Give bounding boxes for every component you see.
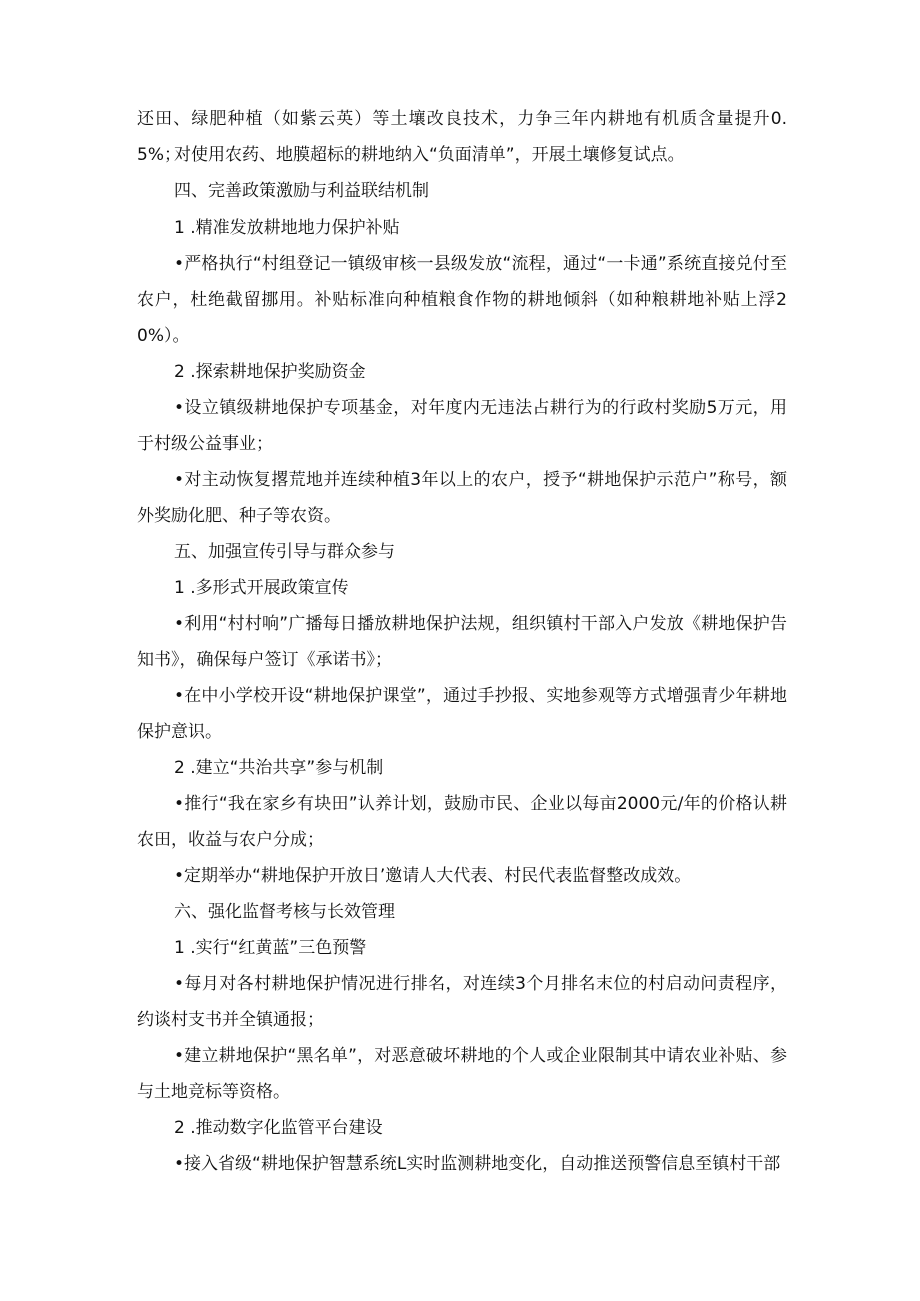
bullet-open-day: •定期举办“耕地保护开放日’邀请人大代表、村民代表监督整改成效。 bbox=[174, 866, 692, 886]
subheading-5-2: 2 .建立“共治共享”参与机制 bbox=[174, 758, 384, 778]
subheading-4-1: 1 .精准发放耕地地力保护补贴 bbox=[174, 218, 400, 238]
bullet-smart-system: •接入省级“耕地保护智慧系统L实时监测耕地变化，自动推送预警信息至镇村干部 bbox=[174, 1154, 781, 1174]
subheading-6-2: 2 .推动数字化监管平台建设 bbox=[174, 1118, 383, 1138]
section-heading-6: 六、强化监督考核与长效管理 bbox=[174, 902, 395, 922]
bullet-broadcast: •利用“村村响”广播每日播放耕地保护法规，组织镇村干部入户发放《耕地保护告知书》，确保每户签订《承诺书》； bbox=[137, 614, 787, 670]
bullet-blacklist: •建立耕地保护“黑名单”，对恶意破坏耕地的个人或企业限制其中请农业补贴、参与土地竞标等资格。 bbox=[137, 1046, 787, 1102]
paragraph-negative-list: 对使用农药、地膜超标的耕地纳入“负面清单”，开展土壤修复试点。 bbox=[174, 145, 685, 165]
section-heading-4: 四、完善政策激励与利益联结机制 bbox=[174, 181, 429, 201]
subheading-6-1: 1 .实行“红黄蓝”三色预警 bbox=[174, 938, 367, 958]
bullet-protection-fund: •设立镇级耕地保护专项基金，对年度内无违法占耕行为的行政村奖励5万元，用于村级公益事业； bbox=[137, 398, 787, 454]
subheading-5-1: 1 .多形式开展政策宣传 bbox=[174, 578, 349, 598]
section-heading-5: 五、加强宣传引导与群众参与 bbox=[174, 542, 395, 562]
subheading-4-2: 2 .探索耕地保护奖励资金 bbox=[174, 362, 366, 382]
bullet-school-class: •在中小学校开设“耕地保护课堂”，通过手抄报、实地参观等方式增强青少年耕地保护意识。 bbox=[137, 686, 787, 742]
bullet-subsidy-process: •严格执行“村组登记一镇级审核一县级发放“流程，通过“一卡通”系统直接兑付至农户，杜绝截留挪用。补贴标准向种植粮食作物的耕地倾斜（如种粮耕地补贴上浮20%）。 bbox=[137, 254, 787, 346]
paragraph-soil-improvement: 还田、绿肥种植（如紫云英）等土壤改良技术，力争三年内耕地有机质含量提升0.5%； bbox=[137, 109, 787, 165]
bullet-monthly-ranking: •每月对各村耕地保护情况进行排名，对连续3个月排名末位的村启动问责程序，约谈村支书并全镇通报； bbox=[137, 974, 787, 1030]
bullet-adoption-plan: •推行“我在家乡有块田”认养计划，鼓励市民、企业以每亩2000元/年的价格认耕农田，收益与农户分成； bbox=[137, 794, 787, 850]
bullet-demonstration-household: •对主动恢复撂荒地并连续种植3年以上的农户，授予“耕地保护示范户”称号，额外奖励化肥、种子等农资。 bbox=[137, 470, 787, 526]
